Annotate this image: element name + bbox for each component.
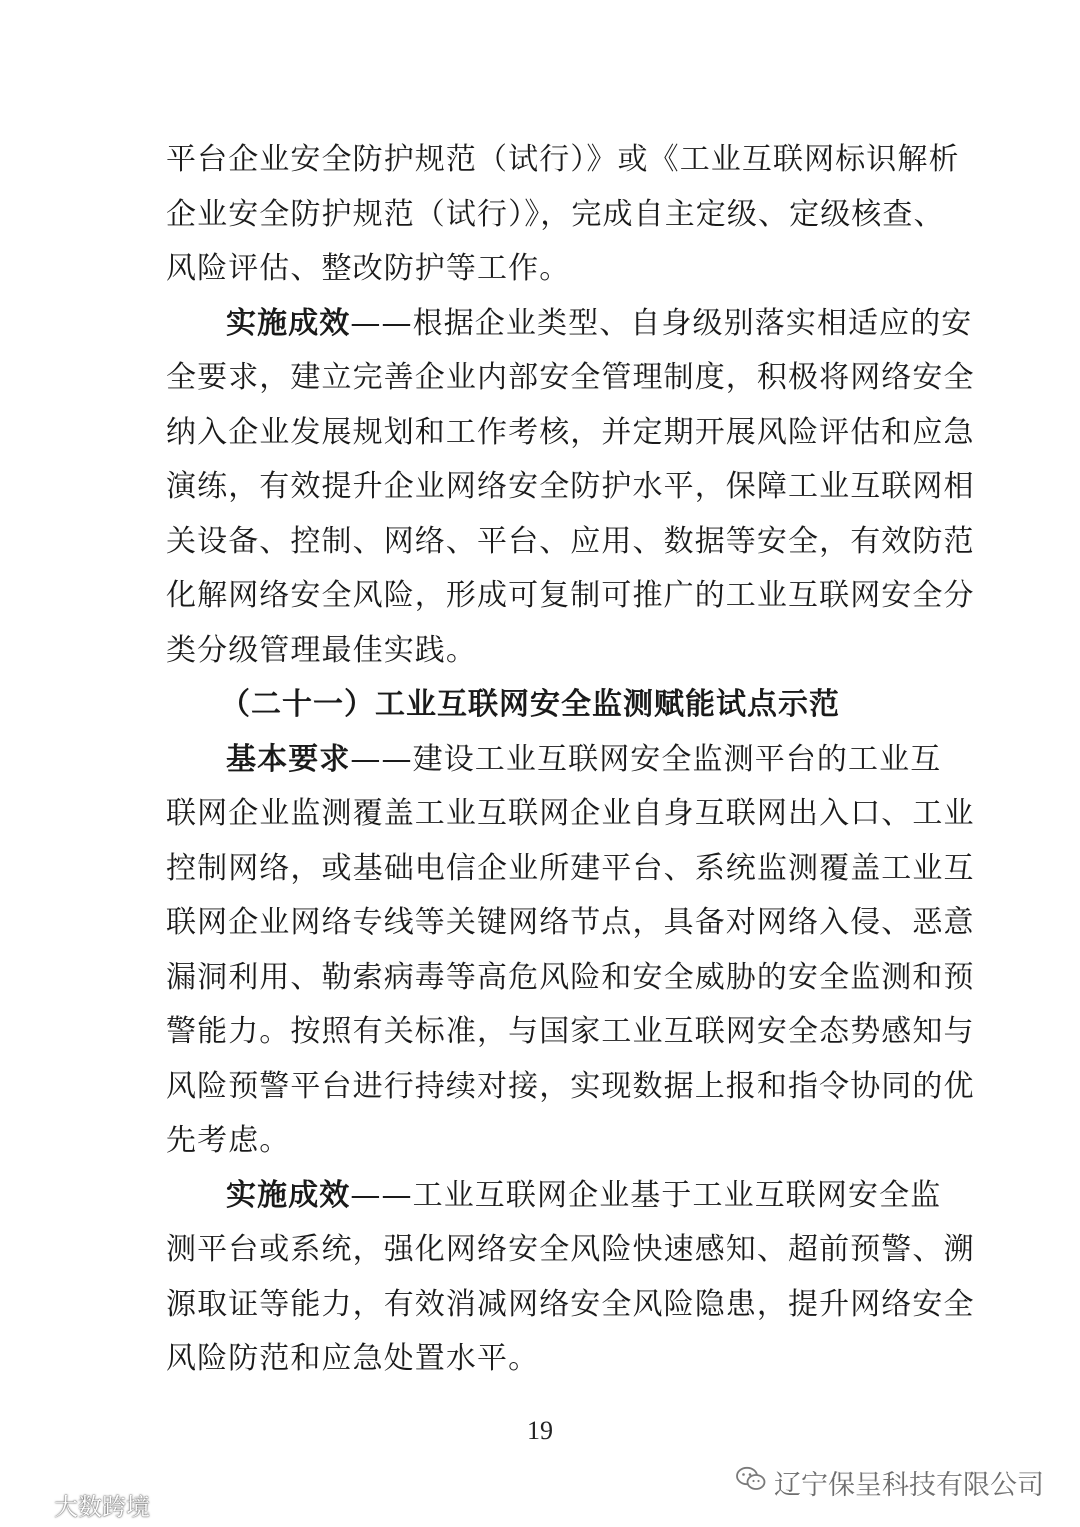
text-line: 警能力。按照有关标准，与国家工业互联网安全态势感知与 bbox=[166, 1014, 975, 1049]
text-line: 演练，有效提升企业网络安全防护水平，保障工业互联网相 bbox=[166, 469, 975, 504]
text-line: 漏洞利用、勒索病毒等高危风险和安全威胁的安全监测和预 bbox=[166, 959, 975, 995]
section-heading: （二十一）工业互联网安全监测赋能试点示范 bbox=[220, 687, 840, 722]
weibo-icon bbox=[6, 1488, 50, 1520]
text-line: 测平台或系统，强化网络安全风险快速感知、超前预警、溯 bbox=[166, 1232, 975, 1267]
text-line: 化解网络安全风险，形成可复制可推广的工业互联网安全分 bbox=[166, 578, 975, 613]
wechat-watermark bbox=[736, 1462, 1044, 1502]
text-line bbox=[166, 733, 942, 788]
text-run: ——建设工业互联网安全监测平台的工业互 bbox=[350, 741, 942, 777]
wechat-icon bbox=[736, 1466, 766, 1499]
text-line bbox=[166, 1169, 942, 1224]
text-line: 风险评估、整改防护等工作。 bbox=[166, 251, 571, 286]
text-line: 类分级管理最佳实践。 bbox=[166, 632, 477, 668]
text-line: 联网企业监测覆盖工业互联网企业自身互联网出入口、工业 bbox=[166, 796, 975, 831]
text-line: 纳入企业发展规划和工作考核，并定期开展风险评估和应急 bbox=[166, 414, 975, 450]
paragraph-continuation bbox=[166, 133, 960, 297]
document-body bbox=[166, 133, 975, 1387]
text-line: 联网企业网络专线等关键网络节点，具备对网络入侵、恶意 bbox=[166, 905, 975, 940]
weibo-watermark bbox=[6, 1488, 150, 1520]
text-line: 先考虑。 bbox=[166, 1123, 291, 1158]
paragraph-implementation-results-1 bbox=[166, 297, 975, 679]
text-line: 风险防范和应急处置水平。 bbox=[166, 1341, 540, 1376]
paragraph-label: 基本要求 bbox=[226, 741, 351, 777]
paragraph-label: 实施成效 bbox=[226, 305, 351, 341]
text-run: ——工业互联网企业基于工业互联网安全监 bbox=[350, 1177, 942, 1213]
text-line: 全要求，建立完善企业内部安全管理制度，积极将网络安全 bbox=[166, 360, 975, 395]
text-line: 风险预警平台进行持续对接，实现数据上报和指令协同的优 bbox=[166, 1068, 975, 1104]
text-line: 企业安全防护规范（试行）》，完成自主定级、定级核查、 bbox=[166, 196, 945, 232]
page-number: 19 bbox=[527, 1416, 553, 1445]
text-line: 平台企业安全防护规范（试行）》或《工业互联网标识解析 bbox=[166, 142, 960, 177]
text-line: 关设备、控制、网络、平台、应用、数据等安全，有效防范 bbox=[166, 523, 975, 559]
text-line bbox=[166, 297, 973, 352]
text-line: 控制网络，或基础电信企业所建平台、系统监测覆盖工业互 bbox=[166, 850, 975, 886]
paragraph-label: 实施成效 bbox=[226, 1177, 351, 1213]
watermark-account-name: 辽宁保呈科技有限公司 bbox=[774, 1469, 1044, 1501]
watermark-source-name: 大数跨境 bbox=[54, 1492, 150, 1521]
paragraph-basic-requirements bbox=[166, 733, 975, 1169]
paragraph-implementation-results-2 bbox=[166, 1169, 975, 1387]
text-line: 源取证等能力，有效消减网络安全风险隐患，提升网络安全 bbox=[166, 1286, 975, 1322]
text-run: ——根据企业类型、自身级别落实相适应的安 bbox=[350, 305, 973, 341]
